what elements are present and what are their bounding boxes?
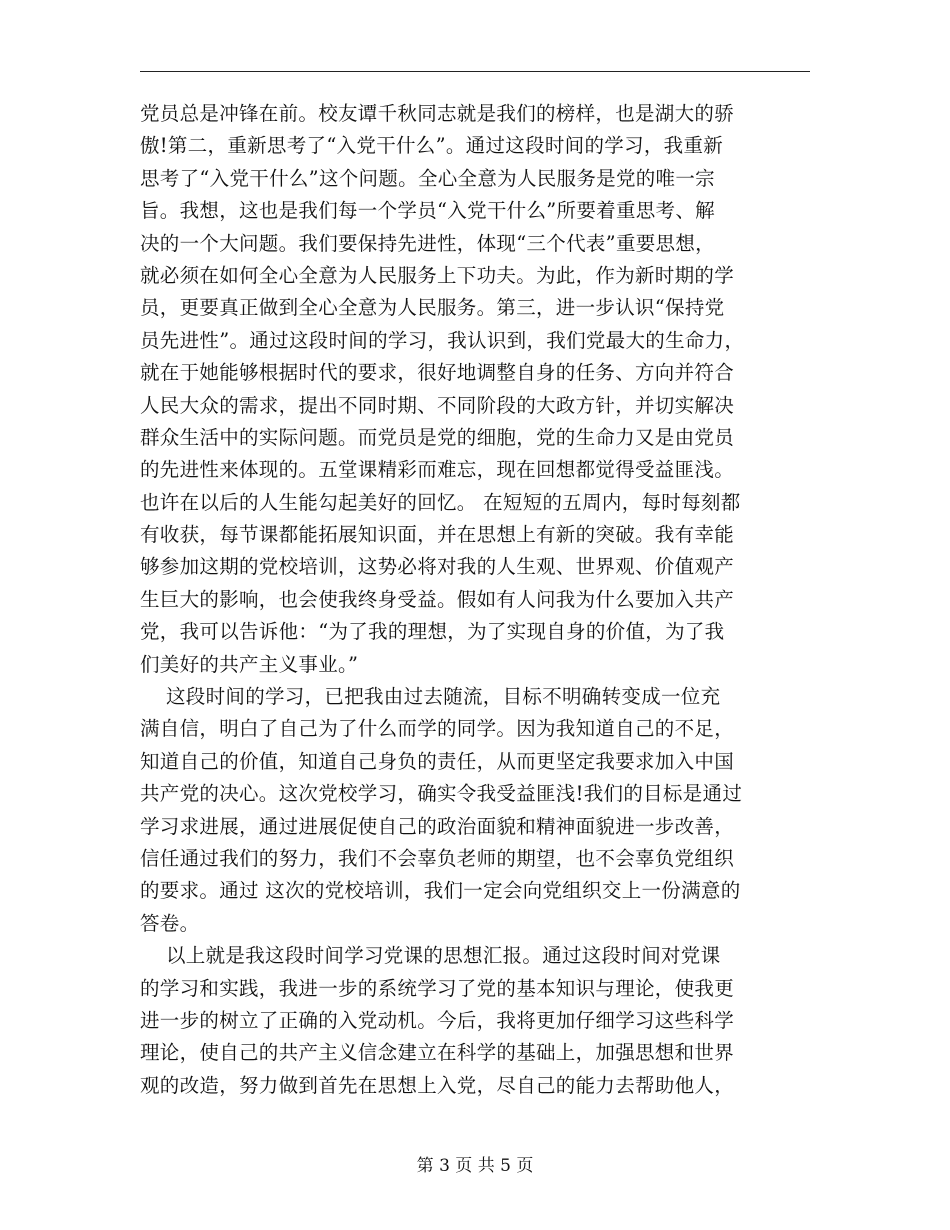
text-line: 党员总是冲锋在前。校友谭千秋同志就是我们的榜样，也是湖大的骄 — [140, 102, 735, 125]
text-line: 理论，使自己的共产主义信念建立在科学的基础上，加强思想和世界 — [140, 1041, 735, 1065]
text-line: 够参加这期的党校培训，这势必将对我的人生观、世界观、价值观产 — [140, 555, 735, 579]
text-line: 人民大众的需求，提出不同时期、不同阶段的大政方针，并切实解决 — [140, 393, 735, 417]
text-line: 们美好的共产主义事业。” — [140, 652, 359, 676]
text-line: 决的一个大问题。我们要保持先进性，体现“三个代表”重要思想， — [140, 231, 715, 255]
text-line: 的要求。通过 这次的党校培训，我们一定会向党组织交上一份满意的 — [140, 879, 741, 903]
text-line: 就必须在如何全心全意为人民服务上下功夫。为此，作为新时期的学 — [140, 263, 735, 287]
text-line: 这段时间的学习，已把我由过去随流，目标不明确转变成一位充 — [140, 685, 721, 709]
text-line: 旨。我想，这也是我们每一个学员“入党干什么”所要着重思考、解 — [140, 199, 715, 223]
text-line: 员，更要真正做到全心全意为人民服务。第三，进一步认识“保持党 — [140, 296, 725, 320]
text-line: 进一步的树立了正确的入党动机。今后，我将更加仔细学习这些科学 — [140, 1008, 735, 1032]
text-line: 就在于她能够根据时代的要求，很好地调整自身的任务、方向并符合 — [140, 361, 735, 385]
text-line: 生巨大的影响，也会使我终身受益。假如有人问我为什么要加入共产 — [140, 587, 735, 611]
text-line: 傲!第二，重新思考了“入党干什么”。通过这段时间的学习，我重新 — [140, 134, 724, 158]
text-line: 的先进性来体现的。五堂课精彩而难忘，现在回想都觉得受益匪浅。 — [140, 458, 735, 482]
text-line: 群众生活中的实际问题。而党员是党的细胞，党的生命力又是由党员 — [140, 425, 735, 449]
text-line: 党，我可以告诉他：“为了我的理想，为了实现自身的价值，为了我 — [140, 620, 725, 644]
header-rule — [140, 71, 810, 72]
text-line: 的学习和实践，我进一步的系统学习了党的基本知识与理论，使我更 — [140, 976, 735, 1000]
text-line: 学习求进展，通过进展促使自己的政治面貌和精神面貌进一步改善， — [140, 814, 735, 838]
text-line: 思考了“入党干什么”这个问题。全心全意为人民服务是党的唯一宗 — [140, 166, 715, 190]
text-line: 也许在以后的人生能勾起美好的回忆。 在短短的五周内，每时每刻都 — [140, 490, 741, 514]
text-line: 观的改造，努力做到首先在思想上入党，尽自己的能力去帮助他人， — [140, 1073, 735, 1097]
text-line: 员先进性”。通过这段时间的学习，我认识到，我们党最大的生命力， — [140, 328, 745, 352]
text-line: 共产党的决心。这次党校学习，确实令我受益匪浅!我们的目标是通过 — [140, 782, 743, 806]
text-line: 满自信，明白了自己为了什么而学的同学。因为我知道自己的不足， — [140, 717, 735, 741]
text-line: 有收获，每节课都能拓展知识面，并在思想上有新的突破。我有幸能 — [140, 523, 735, 547]
text-line: 答卷。 — [140, 911, 200, 935]
text-line: 以上就是我这段时间学习党课的思想汇报。通过这段时间对党课 — [140, 944, 721, 968]
text-line: 信任通过我们的努力，我们不会辜负老师的期望，也不会辜负党组织 — [140, 846, 735, 870]
text-line: 知道自己的价值，知道自己身负的责任，从而更坚定我要求加入中国 — [140, 749, 735, 773]
page-number-footer: 第 3 页 共 5 页 — [416, 1156, 534, 1176]
document-body — [140, 98, 810, 1102]
